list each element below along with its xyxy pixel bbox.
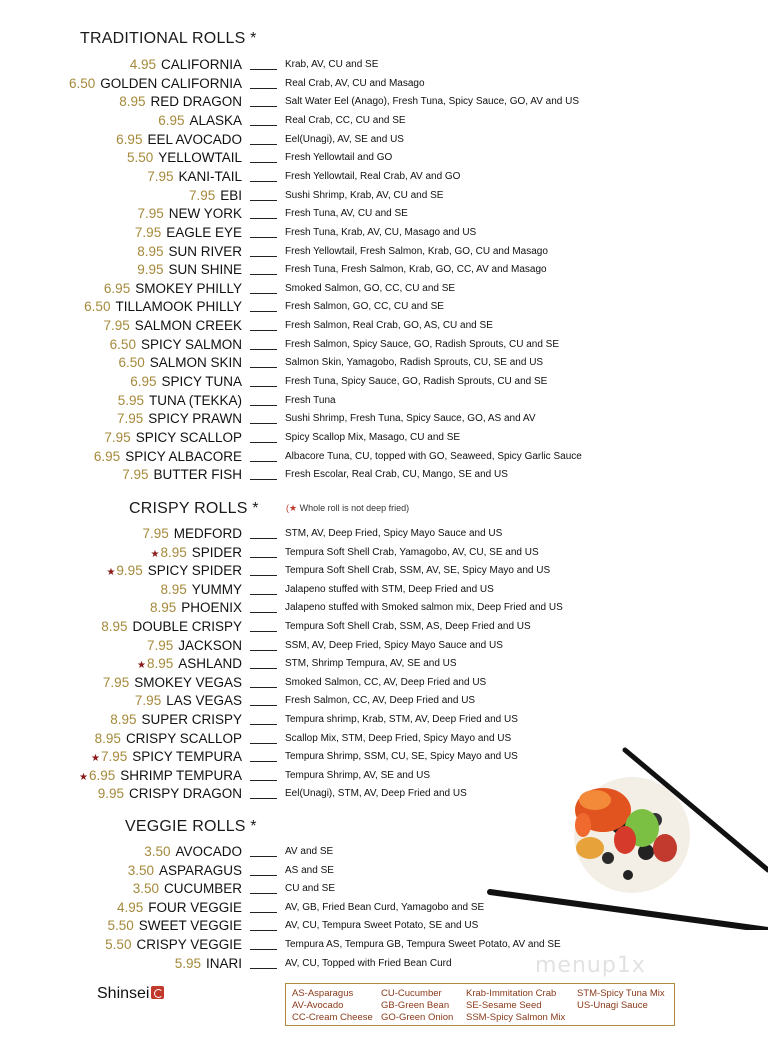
menu-item-price: 8.95 [146, 656, 174, 672]
leader-line [250, 349, 277, 350]
leader-line [250, 237, 277, 238]
menu-item-description: Tempura Soft Shell Crab, SSM, AV, SE, Spicy Mayo and US [285, 565, 551, 577]
menu-item-row [0, 112, 768, 131]
menu-item-description: Fresh Tuna, Krab, AV, CU, Masago and US [285, 226, 477, 238]
leader-line [250, 330, 277, 331]
menu-item-price-name [130, 56, 242, 74]
menu-item-price: 9.95 [97, 786, 124, 802]
menu-item-price: 6.95 [158, 112, 185, 128]
leader-line [250, 405, 277, 406]
menu-item-price-name [110, 336, 242, 354]
menu-item-row [0, 56, 768, 75]
menu-item-price: 5.95 [174, 955, 201, 971]
menu-item-price: 8.95 [149, 600, 177, 616]
menu-item-name: SPICY PRAWN [148, 411, 242, 427]
menu-item-name: CALIFORNIA [160, 57, 242, 72]
menu-item-price-name [189, 187, 242, 205]
menu-item-price-name [160, 581, 242, 599]
menu-item-row [0, 224, 768, 243]
leader-line [250, 162, 277, 163]
menu-item-description: Sushi Shrimp, Fresh Tuna, Spicy Sauce, GO, AS and AV [285, 413, 536, 425]
note-star-icon: (★ [286, 503, 298, 513]
abbreviation-legend [285, 983, 675, 1026]
menu-item-name: SHRIMP TEMPURA [120, 767, 242, 783]
leader-line [250, 125, 277, 126]
leader-line [250, 386, 277, 387]
traditional-rolls-title: TRADITIONAL ROLLS * [80, 30, 257, 47]
legend-item: US-Unagi Sauce [577, 1000, 648, 1011]
crispy-rolls-title: CRISPY ROLLS * [129, 500, 259, 517]
star-icon: ★ [78, 771, 88, 783]
menu-item-description: Tempura AS, Tempura GB, Tempura Sweet Potato, AV and SE [285, 939, 561, 950]
leader-line [250, 256, 277, 257]
menu-item-price-name [103, 317, 242, 335]
menu-item-row [0, 599, 768, 618]
leader-line [250, 594, 277, 595]
menu-item-description: Salmon Skin, Yamagobo, Radish Sprouts, CU, SE and US [285, 357, 544, 369]
leader-line [250, 856, 277, 857]
menu-item-name: YELLOWTAIL [158, 150, 242, 166]
menu-item-price: 7.95 [103, 318, 130, 334]
menu-item-price-name [137, 261, 242, 279]
menu-item-name: YUMMY [191, 581, 242, 597]
leader-line [250, 367, 277, 368]
legend-item: SSM-Spicy Salmon Mix [466, 1012, 566, 1023]
menu-item-row [0, 149, 768, 168]
menu-item-name: BUTTER FISH [153, 467, 242, 483]
leader-line [250, 144, 277, 145]
leader-line [250, 724, 277, 725]
menu-item-name: SPIDER [191, 544, 242, 560]
menu-item-description: Fresh Tuna, AV, CU and SE [285, 208, 408, 220]
menu-item-price: 7.95 [134, 693, 162, 709]
menu-item-price-name [94, 448, 242, 466]
menu-item-description: AS and SE [285, 864, 334, 876]
menu-item-price-name [142, 525, 242, 543]
menu-item-description: Tempura Shrimp, SSM, CU, SE, Spicy Mayo and US [285, 751, 518, 763]
menu-item-row [0, 448, 768, 467]
menu-item-price: 9.95 [137, 262, 164, 278]
menu-item-description: Fresh Yellowtail, Fresh Salmon, Krab, GO, CU and Masago [285, 245, 548, 257]
menu-item-row [0, 131, 768, 150]
menu-item-price-name [117, 899, 242, 917]
menu-item-name: SUN SHINE [168, 262, 242, 278]
leader-line [250, 293, 277, 294]
menu-item-row [0, 75, 768, 94]
menu-item-name: EBI [220, 187, 242, 203]
menu-item-row [0, 168, 768, 187]
menu-item-price: 7.95 [142, 526, 169, 541]
leader-line [250, 650, 277, 651]
menu-item-price: 7.95 [134, 224, 162, 240]
menu-item-description: Scallop Mix, STM, Deep Fried, Spicy Mayo and US [285, 732, 512, 744]
menu-item-price: 6.95 [93, 448, 121, 464]
menu-item-description: Fresh Yellowtail and GO [285, 152, 393, 164]
menu-item-row [0, 187, 768, 206]
menu-item-name: CUCUMBER [163, 881, 242, 897]
leader-line [250, 705, 277, 706]
menu-item-name: MEDFORD [173, 526, 242, 541]
leader-line [250, 798, 277, 799]
menu-item-price-name [130, 373, 242, 391]
menu-item-price-name [104, 429, 242, 447]
brand-logo [97, 985, 164, 1003]
menu-item-name: SWEET VEGGIE [138, 918, 242, 934]
menu-item-row [0, 298, 768, 317]
menu-item-row [0, 562, 768, 581]
menu-item-description: Fresh Tuna, Fresh Salmon, Krab, GO, CC, AV and Masago [285, 264, 547, 276]
menu-item-price: 3.50 [127, 862, 154, 878]
menu-item-description: Real Crab, AV, CU and Masago [285, 77, 425, 89]
menu-item-name: TILLAMOOK PHILLY [115, 299, 242, 315]
menu-item-name: GOLDEN CALIFORNIA [100, 75, 242, 91]
menu-item-description: Tempura Soft Shell Crab, SSM, AS, Deep Fried and US [285, 621, 531, 632]
menu-item-price: 8.95 [160, 544, 187, 560]
menu-item-price: 4.95 [116, 899, 144, 915]
menu-item-price: 7.95 [104, 430, 131, 445]
menu-item-name: KANI-TAIL [178, 168, 242, 184]
menu-item-description: Fresh Tuna [285, 394, 336, 406]
brand-name: Shinsei [97, 985, 150, 1002]
leader-line [250, 557, 277, 558]
menu-item-price-name [117, 410, 242, 428]
menu-item-description: Fresh Salmon, Spicy Sauce, GO, Radish Sprouts, CU and SE [285, 338, 560, 350]
leader-line [250, 461, 277, 462]
menu-item-price: 6.95 [103, 280, 131, 296]
menu-item-row [0, 261, 768, 280]
legend-column [381, 988, 453, 1024]
menu-item-row [0, 674, 768, 693]
menu-item-description: Smoked Salmon, CC, AV, Deep Fried and US [285, 676, 487, 688]
menu-item-price: 6.50 [68, 75, 96, 91]
menu-item-row [0, 243, 768, 262]
menu-item-price-name [91, 748, 242, 768]
menu-item-price: 7.95 [122, 467, 149, 483]
menu-item-price-name [101, 618, 242, 636]
menu-item-price-name [137, 205, 242, 223]
menu-item-name: SALMON SKIN [149, 355, 242, 371]
menu-item-description: Fresh Tuna, Spicy Sauce, GO, Radish Sprouts, CU and SE [285, 376, 548, 388]
leader-line [250, 949, 277, 950]
brand-mark-icon [151, 986, 164, 999]
menu-item-price: 8.95 [160, 581, 187, 597]
legend-item: STM-Spicy Tuna Mix [577, 988, 665, 999]
menu-item-name: JACKSON [178, 637, 242, 653]
menu-item-row [0, 618, 768, 637]
menu-item-row [0, 205, 768, 224]
menu-item-description: Fresh Salmon, Real Crab, GO, AS, CU and SE [285, 320, 493, 332]
legend-item: GB-Green Bean [381, 1000, 450, 1011]
menu-item-name: FOUR VEGGIE [148, 899, 242, 915]
menu-item-price-name [119, 93, 242, 111]
menu-item-name: ALASKA [189, 112, 242, 128]
menu-item-description: STM, Shrimp Tempura, AV, SE and US [285, 658, 457, 670]
menu-item-row [0, 466, 768, 485]
leader-line [250, 181, 277, 182]
legend-item: CU-Cucumber [381, 988, 442, 999]
menu-item-price: 7.95 [188, 187, 216, 203]
leader-line [250, 912, 277, 913]
menu-item-description: Spicy Scallop Mix, Masago, CU and SE [285, 432, 461, 443]
menu-item-row [0, 93, 768, 112]
menu-item-row [0, 373, 768, 392]
menu-item-price-name [106, 562, 242, 582]
menu-item-row [0, 429, 768, 448]
star-icon: ★ [106, 567, 116, 579]
menu-item-name: LAS VEGAS [166, 693, 242, 709]
leader-line [250, 668, 277, 669]
menu-item-price: 7.95 [100, 749, 128, 765]
legend-item: Krab-Immitation Crab [466, 988, 557, 999]
menu-item-name: SPICY TEMPURA [132, 749, 242, 765]
menu-item-row [0, 544, 768, 563]
menu-item-price: 7.95 [102, 674, 130, 690]
menu-item-description: Fresh Yellowtail, Real Crab, AV and GO [285, 170, 461, 182]
menu-item-price: 5.95 [117, 392, 144, 408]
menu-item-description: Eel(Unagi), STM, AV, Deep Fried and US [285, 788, 467, 800]
menu-item-name: SPICY ALBACORE [125, 448, 242, 464]
menu-item-row [0, 525, 768, 544]
leader-line [250, 274, 277, 275]
menu-item-description: Fresh Salmon, CC, AV, Deep Fried and US [285, 695, 476, 707]
menu-item-description: Tempura Shrimp, AV, SE and US [285, 769, 431, 781]
menu-item-description: Fresh Escolar, Real Crab, CU, Mango, SE and US [285, 469, 508, 481]
leader-line [250, 930, 277, 931]
menu-item-row [0, 392, 768, 411]
sushi-chopsticks-illustration [480, 740, 768, 930]
menu-item-row [0, 955, 768, 974]
menu-item-name: EEL AVOCADO [147, 131, 242, 147]
legend-column [292, 988, 373, 1024]
menu-item-description: Real Crab, CC, CU and SE [285, 114, 406, 126]
menu-item-price-name [147, 637, 242, 655]
menu-item-name: EAGLE EYE [166, 224, 242, 240]
menu-item-name: AVOCADO [175, 844, 242, 859]
menu-item-price-name [103, 674, 242, 692]
menu-item-name: SALMON CREEK [134, 318, 242, 334]
legend-item: AV-Avocado [292, 1000, 344, 1011]
menu-item-description: Tempura shrimp, Krab, STM, AV, Deep Fried and US [285, 714, 518, 725]
star-icon: ★ [150, 548, 160, 560]
menu-item-price-name [122, 466, 242, 484]
legend-column [466, 988, 565, 1024]
menu-item-price: 6.50 [118, 355, 145, 371]
menu-item-row [0, 317, 768, 336]
menu-item-price: 7.95 [116, 411, 144, 427]
menu-item-price-name [128, 862, 242, 880]
menu-item-price-name [133, 880, 242, 898]
menu-item-price: 3.50 [144, 844, 171, 859]
menu-item-price-name [98, 785, 242, 803]
menu-item-price-name [158, 112, 242, 130]
menu-item-price: 7.95 [147, 168, 174, 184]
menu-item-price-name [110, 711, 242, 729]
menu-item-price: 5.50 [105, 937, 132, 952]
leader-line [250, 442, 277, 443]
leader-line [250, 631, 277, 632]
menu-item-description: AV, GB, Fried Bean Curd, Yamagobo and SE [285, 901, 485, 913]
menu-item-price: 7.95 [137, 206, 164, 222]
menu-item-description: Albacore Tuna, CU, topped with GO, Seaweed, Spicy Garlic Sauce [285, 450, 582, 462]
menu-item-name: SUPER CRISPY [141, 712, 242, 727]
menu-item-row [0, 692, 768, 711]
leader-line [250, 761, 277, 762]
menu-item-price: 6.50 [109, 336, 136, 352]
menu-item-price: 8.95 [119, 94, 146, 110]
menu-item-price: 7.95 [146, 637, 174, 653]
leader-line [250, 875, 277, 876]
menu-item-description: AV, CU, Tempura Sweet Potato, SE and US [285, 920, 479, 932]
menu-item-price: 6.95 [88, 767, 116, 783]
menu-item-price-name [95, 730, 242, 748]
watermark: menup1x [535, 953, 646, 978]
leader-line [250, 88, 277, 89]
menu-item-name: SUN RIVER [168, 243, 242, 259]
menu-item-price-name [150, 599, 242, 617]
menu-item-price: 5.50 [126, 150, 154, 166]
menu-item-row [0, 655, 768, 674]
menu-item-row [0, 354, 768, 373]
menu-item-price-name [150, 544, 242, 564]
leader-line [250, 200, 277, 201]
menu-item-price: 6.95 [116, 131, 143, 147]
menu-item-price: 4.95 [129, 57, 156, 72]
menu-item-price-name [107, 917, 242, 935]
menu-item-description: Krab, AV, CU and SE [285, 59, 379, 70]
menu-item-row [0, 280, 768, 299]
menu-item-name: CRISPY DRAGON [128, 786, 242, 802]
leader-line [250, 968, 277, 969]
menu-item-price: 9.95 [116, 563, 143, 579]
menu-item-price-name [137, 243, 242, 261]
menu-item-name: DOUBLE CRISPY [132, 619, 242, 634]
menu-item-name: SPICY SALMON [140, 336, 242, 352]
leader-line [250, 479, 277, 480]
menu-item-name: SPICY SPIDER [147, 563, 242, 579]
menu-item-name: SMOKEY VEGAS [134, 674, 242, 690]
leader-line [250, 612, 277, 613]
menu-item-row [0, 637, 768, 656]
leader-line [250, 687, 277, 688]
star-icon: ★ [90, 753, 100, 765]
menu-item-price-name [147, 168, 242, 186]
menu-item-price-name [84, 298, 242, 316]
menu-item-price: 8.95 [137, 243, 164, 259]
menu-item-price-name [144, 843, 242, 861]
leader-line [250, 780, 277, 781]
legend-column [577, 988, 665, 1012]
star-icon: ★ [136, 660, 146, 672]
menu-item-price-name [135, 692, 242, 710]
leader-line [250, 106, 277, 107]
menu-item-description: Smoked Salmon, GO, CC, CU and SE [285, 282, 456, 294]
menu-item-price-name [104, 280, 242, 298]
menu-item-name: SMOKEY PHILLY [135, 280, 242, 296]
menu-item-description: AV and SE [285, 846, 334, 857]
leader-line [250, 423, 277, 424]
menu-item-price: 8.95 [94, 730, 121, 746]
legend-item: AS-Asparagus [292, 988, 354, 999]
menu-item-description: Tempura Soft Shell Crab, Yamagobo, AV, CU, SE and US [285, 546, 539, 558]
menu-item-price-name [79, 767, 242, 787]
menu-item-name: RED DRAGON [150, 94, 242, 110]
menu-item-description: AV, CU, Topped with Fried Bean Curd [285, 957, 452, 969]
leader-line [250, 218, 277, 219]
menu-item-price: 6.95 [130, 374, 157, 390]
menu-item-price-name [137, 655, 242, 675]
menu-item-name: CRISPY VEGGIE [136, 937, 242, 952]
veggie-rolls-title: VEGGIE ROLLS * [125, 818, 257, 835]
menu-item-name: CRISPY SCALLOP [125, 730, 242, 746]
menu-item-price: 8.95 [101, 619, 128, 634]
menu-item-row [0, 711, 768, 730]
menu-item-price-name [118, 392, 242, 410]
menu-item-name: SPICY SCALLOP [135, 430, 242, 445]
menu-item-name: PHOENIX [181, 600, 242, 616]
menu-item-price-name [105, 936, 242, 954]
menu-item-price: 3.50 [132, 881, 159, 897]
menu-item-price-name [116, 131, 242, 149]
menu-item-price-name [118, 354, 242, 372]
menu-item-row [0, 581, 768, 600]
menu-item-name: ASPARAGUS [158, 862, 242, 878]
menu-item-name: NEW YORK [168, 206, 242, 222]
menu-item-price-name [127, 149, 242, 167]
leader-line [250, 575, 277, 576]
menu-item-row [0, 336, 768, 355]
menu-item-price-name [69, 75, 242, 93]
menu-item-description: SSM, AV, Deep Fried, Spicy Mayo Sauce and US [285, 639, 503, 651]
menu-item-description: Jalapeno stuffed with STM, Deep Fried and US [285, 583, 494, 595]
menu-item-description: STM, AV, Deep Fried, Spicy Mayo Sauce and US [285, 528, 503, 539]
menu-item-description: Jalapeno stuffed with Smoked salmon mix, Deep Fried and US [285, 602, 563, 614]
leader-line [250, 743, 277, 744]
menu-item-price: 8.95 [110, 712, 137, 727]
menu-item-description: CU and SE [285, 883, 336, 895]
menu-item-description: Eel(Unagi), AV, SE and US [285, 133, 404, 145]
menu-item-price: 6.50 [84, 299, 111, 315]
menu-item-name: INARI [205, 955, 242, 971]
menu-item-row [0, 936, 768, 955]
menu-item-price-name [135, 224, 242, 242]
menu-item-row [0, 410, 768, 429]
menu-item-name: SPICY TUNA [161, 374, 242, 390]
legend-item: CC-Cream Cheese [292, 1012, 373, 1023]
menu-item-price: 5.50 [107, 918, 134, 934]
legend-item: SE-Sesame Seed [466, 1000, 542, 1011]
menu-item-price-name [175, 955, 242, 973]
legend-item: GO-Green Onion [381, 1012, 454, 1023]
menu-item-name: TUNA (TEKKA) [148, 392, 242, 408]
leader-line [250, 311, 277, 312]
menu-item-description: Salt Water Eel (Anago), Fresh Tuna, Spicy Sauce, GO, AV and US [285, 96, 580, 108]
leader-line [250, 69, 277, 70]
menu-item-name: ASHLAND [178, 656, 242, 672]
leader-line [250, 538, 277, 539]
note-text: Whole roll is not deep fried) [299, 503, 410, 513]
menu-item-description: Fresh Salmon, GO, CC, CU and SE [285, 301, 444, 313]
menu-item-description: Sushi Shrimp, Krab, AV, CU and SE [285, 189, 444, 201]
leader-line [250, 893, 277, 894]
crispy-rolls-note [286, 503, 409, 514]
